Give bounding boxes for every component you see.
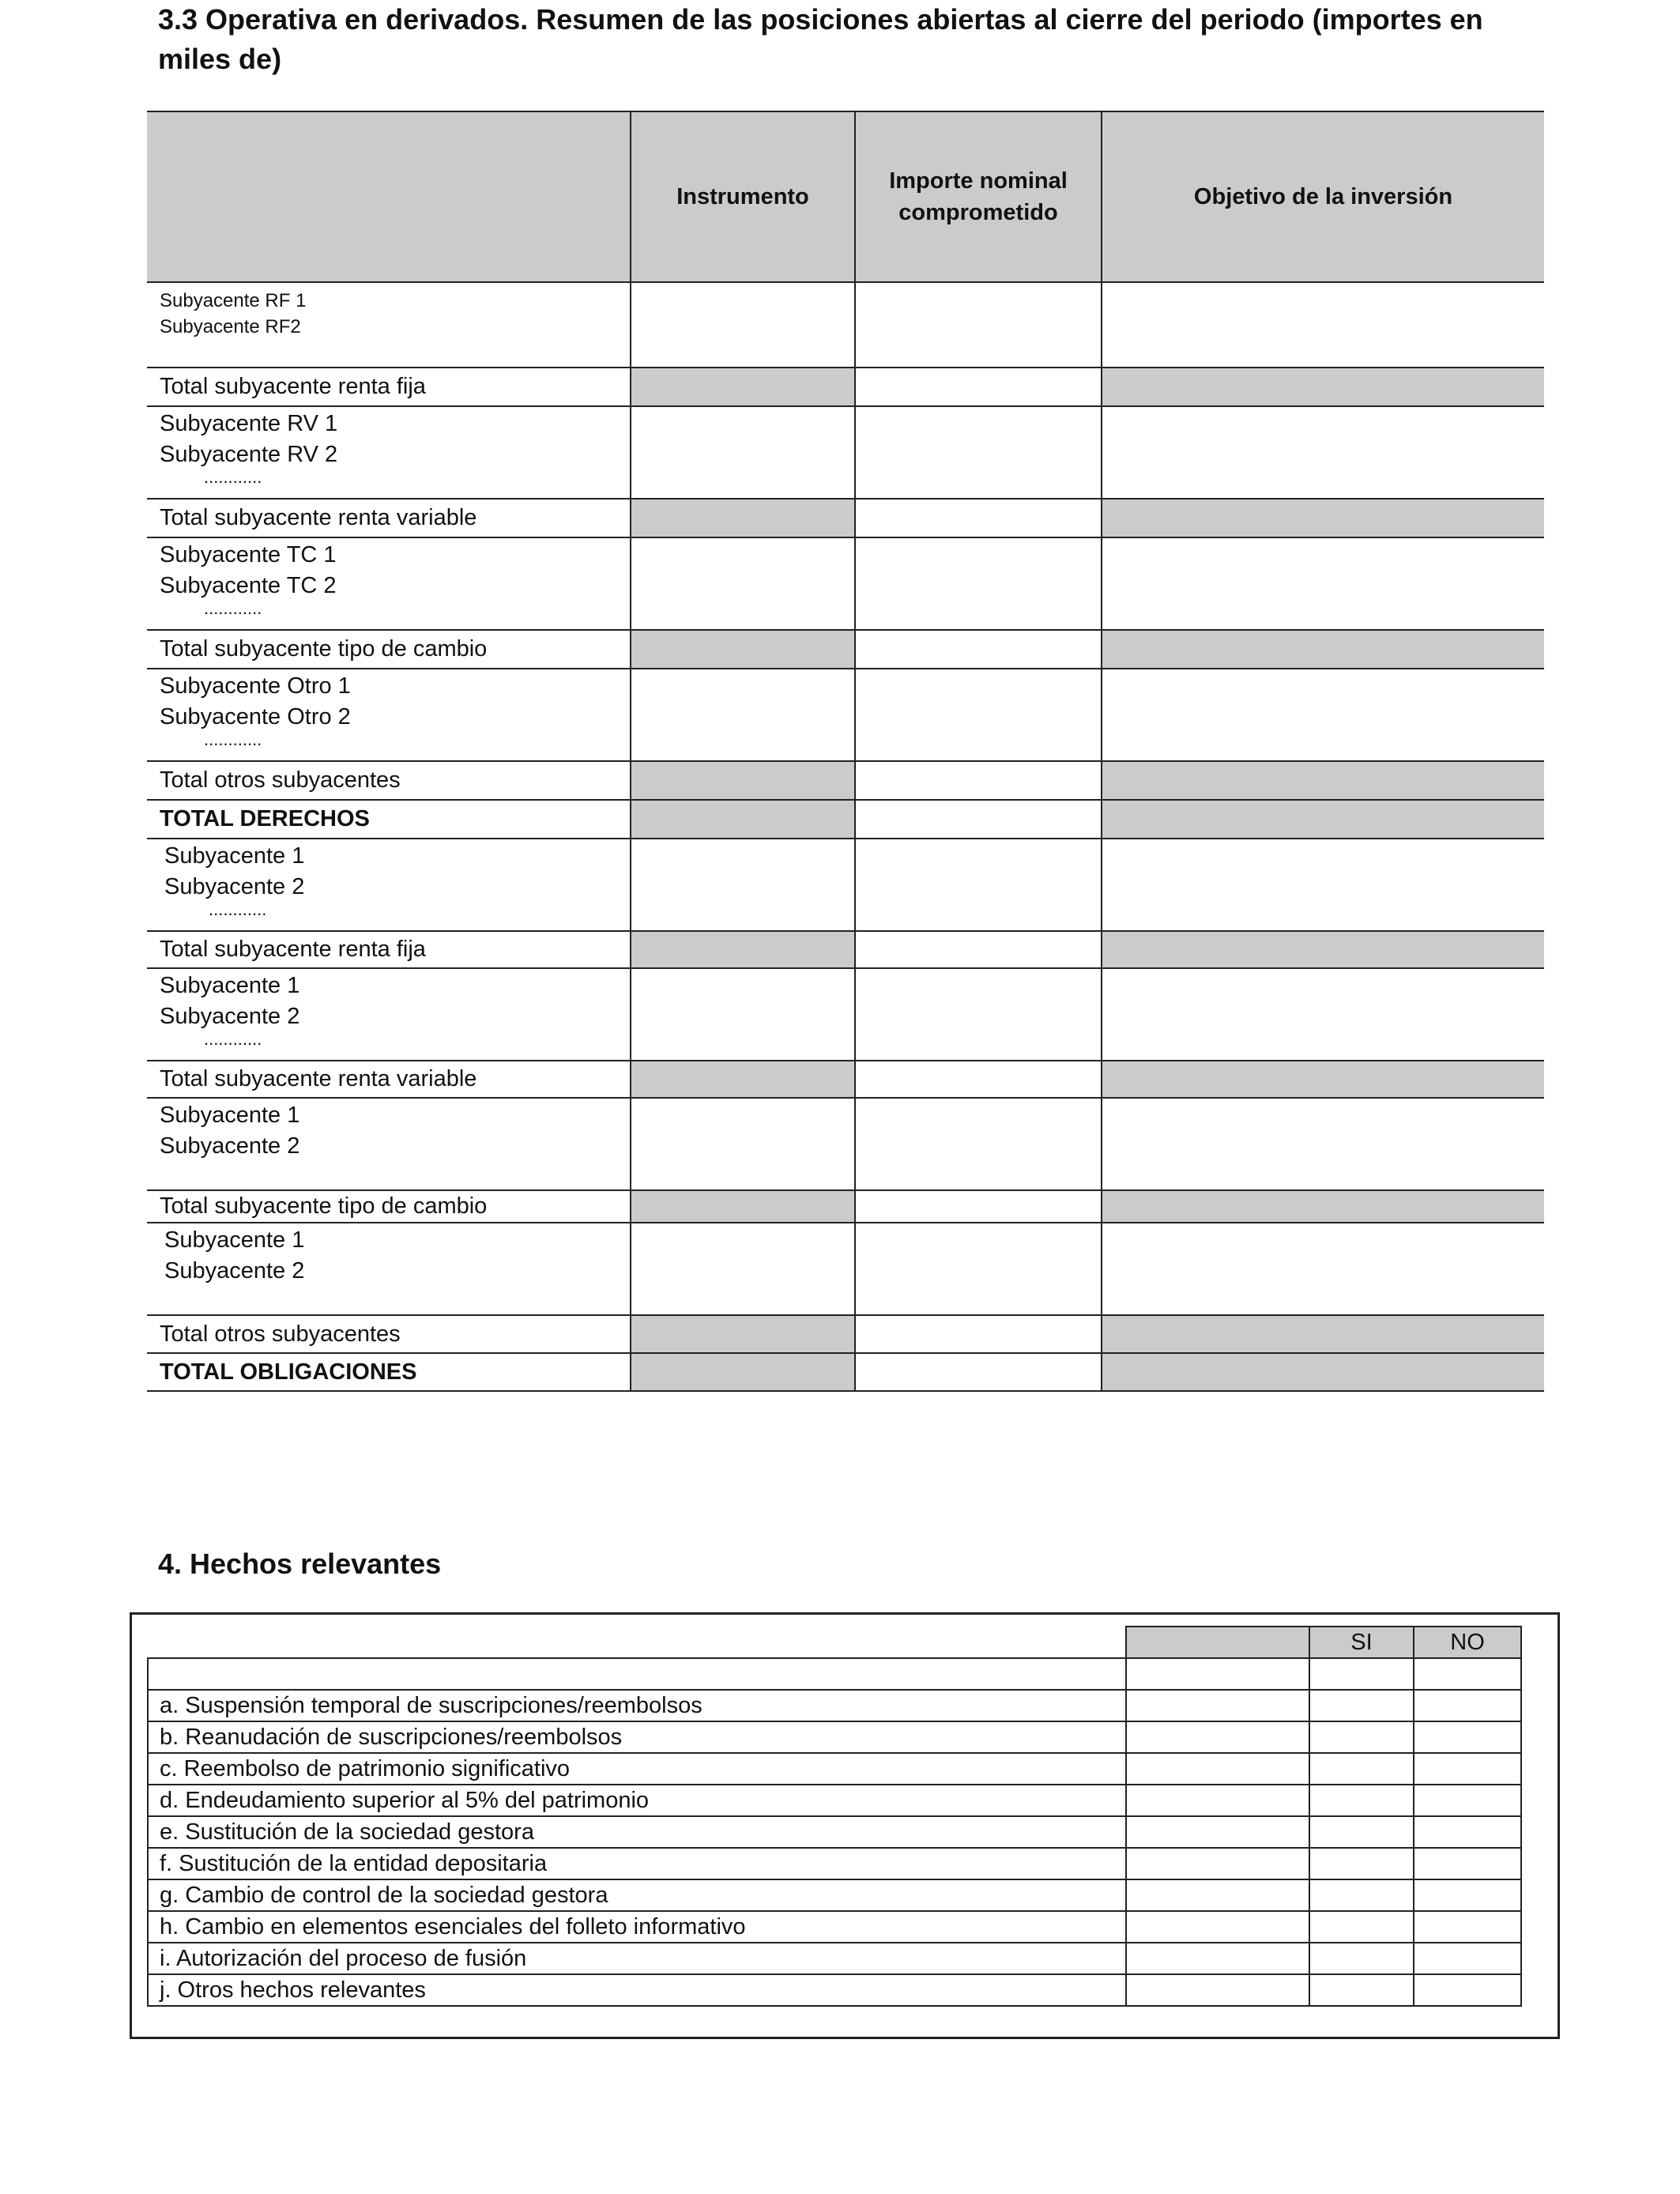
hecho-label: c. Reembolso de patrimonio significativo xyxy=(148,1753,1126,1785)
cell-si[interactable] xyxy=(1309,1879,1414,1911)
subyacente-rv1-label: Subyacente RV 1 xyxy=(160,411,338,436)
cell-importe[interactable] xyxy=(855,406,1102,499)
cell-si[interactable] xyxy=(1309,1943,1414,1974)
table-row xyxy=(148,1974,1521,2006)
cell-objetivo[interactable] xyxy=(1102,839,1544,931)
cell-si[interactable] xyxy=(1309,1848,1414,1879)
cell-objetivo xyxy=(1102,368,1544,406)
table-row xyxy=(148,1879,1521,1911)
total-renta-fija-label: Total subyacente renta fija xyxy=(147,368,631,406)
subyacente-2-label: Subyacente 2 xyxy=(164,874,305,899)
cell-objetivo xyxy=(1102,1353,1544,1391)
table-row xyxy=(148,1658,1521,1690)
cell-no[interactable] xyxy=(1414,1753,1521,1785)
cell-instrumento xyxy=(631,499,855,537)
header-si: SI xyxy=(1309,1627,1414,1658)
cell-objetivo[interactable] xyxy=(1102,1223,1544,1315)
cell-objetivo xyxy=(1102,630,1544,669)
table-row xyxy=(148,1753,1521,1785)
cell-importe[interactable] xyxy=(855,931,1102,968)
table-row xyxy=(147,1190,1544,1223)
row-label xyxy=(147,839,631,931)
cell-no[interactable] xyxy=(1414,1816,1521,1848)
total-derechos-label: TOTAL DERECHOS xyxy=(147,800,631,839)
cell-instrumento xyxy=(631,368,855,406)
cell-instrumento xyxy=(631,761,855,800)
cell-instrumento[interactable] xyxy=(631,406,855,499)
cell-objetivo xyxy=(1102,1061,1544,1098)
table-row xyxy=(148,1690,1521,1721)
cell-blank xyxy=(1126,1721,1309,1753)
total-tipo-cambio-label: Total subyacente tipo de cambio xyxy=(147,1190,631,1223)
total-renta-variable-label: Total subyacente renta variable xyxy=(147,1061,631,1098)
continuation-dots: ............ xyxy=(204,598,262,618)
table-row xyxy=(147,1061,1544,1098)
cell-no[interactable] xyxy=(1414,1785,1521,1816)
hecho-label: j. Otros hechos relevantes xyxy=(148,1974,1126,2006)
cell-importe[interactable] xyxy=(855,1098,1102,1190)
cell-blank xyxy=(1126,1690,1309,1721)
cell-instrumento xyxy=(631,931,855,968)
subyacente-2-label: Subyacente 2 xyxy=(160,1133,300,1159)
cell-instrumento[interactable] xyxy=(631,1223,855,1315)
continuation-dots: ............ xyxy=(204,1029,262,1049)
header-blank xyxy=(147,111,631,282)
cell-importe[interactable] xyxy=(855,761,1102,800)
subyacente-otro2-label: Subyacente Otro 2 xyxy=(160,704,351,729)
total-otros-label: Total otros subyacentes xyxy=(147,761,631,800)
cell-importe[interactable] xyxy=(855,1190,1102,1223)
subyacente-1-label: Subyacente 1 xyxy=(160,973,300,998)
subyacente-2-label: Subyacente 2 xyxy=(164,1258,305,1284)
continuation-dots: ............ xyxy=(204,729,262,749)
total-renta-fija-label: Total subyacente renta fija xyxy=(147,931,631,968)
section-3-3-title: 3.3 Operativa en derivados. Resumen de las posiciones abiertas al cierre del periodo (importes en miles de) xyxy=(158,3,1483,75)
cell-instrumento[interactable] xyxy=(631,839,855,931)
cell-instrumento[interactable] xyxy=(631,1098,855,1190)
hecho-label: e. Sustitución de la sociedad gestora xyxy=(148,1816,1126,1848)
table-row xyxy=(147,1098,1544,1190)
cell-objetivo[interactable] xyxy=(1102,968,1544,1061)
cell-instrumento[interactable] xyxy=(631,537,855,630)
section-4-title: 4. Hechos relevantes xyxy=(158,1547,442,1580)
hechos-relevantes-table xyxy=(147,1626,1522,2007)
cell-blank xyxy=(1126,1658,1309,1690)
cell-blank xyxy=(1126,1816,1309,1848)
subyacente-1-label: Subyacente 1 xyxy=(160,1103,300,1128)
cell-objetivo xyxy=(1102,800,1544,839)
cell-si[interactable] xyxy=(1309,1753,1414,1785)
cell-objetivo[interactable] xyxy=(1102,669,1544,761)
table-row xyxy=(147,931,1544,968)
cell-instrumento xyxy=(631,1061,855,1098)
cell-instrumento xyxy=(631,800,855,839)
header-no: NO xyxy=(1414,1627,1521,1658)
cell-importe[interactable] xyxy=(855,839,1102,931)
hecho-label: i. Autorización del proceso de fusión xyxy=(148,1943,1126,1974)
cell-instrumento xyxy=(631,630,855,669)
cell-blank xyxy=(1126,1974,1309,2006)
cell-no[interactable] xyxy=(1414,1879,1521,1911)
cell-si[interactable] xyxy=(1309,1785,1414,1816)
cell-blank xyxy=(1126,1879,1309,1911)
cell-blank xyxy=(1126,1848,1309,1879)
cell-instrumento xyxy=(631,1315,855,1353)
table-row xyxy=(147,1223,1544,1315)
table-row xyxy=(148,1816,1521,1848)
cell-instrumento[interactable] xyxy=(631,282,855,368)
subyacente-tc1-label: Subyacente TC 1 xyxy=(160,542,337,567)
subyacente-rv2-label: Subyacente RV 2 xyxy=(160,442,338,467)
table-row xyxy=(147,406,1544,499)
subyacente-otro1-label: Subyacente Otro 1 xyxy=(160,673,351,699)
subyacente-tc2-label: Subyacente TC 2 xyxy=(160,573,337,598)
hecho-label: a. Suspensión temporal de suscripciones/reembolsos xyxy=(148,1690,1126,1721)
cell-blank xyxy=(1126,1911,1309,1943)
cell-instrumento[interactable] xyxy=(631,669,855,761)
cell-si[interactable] xyxy=(1309,1690,1414,1721)
cell-importe[interactable] xyxy=(855,669,1102,761)
hecho-label: d. Endeudamiento superior al 5% del patrimonio xyxy=(148,1785,1126,1816)
cell-si[interactable] xyxy=(1309,1816,1414,1848)
subyacente-1-label: Subyacente 1 xyxy=(164,843,305,869)
row-label xyxy=(147,537,631,630)
header-shaded-blank xyxy=(1126,1627,1309,1658)
total-otros-label: Total otros subyacentes xyxy=(147,1315,631,1353)
hecho-label: g. Cambio de control de la sociedad gestora xyxy=(148,1879,1126,1911)
table-row xyxy=(147,968,1544,1061)
cell-no[interactable] xyxy=(1414,1911,1521,1943)
cell-importe[interactable] xyxy=(855,1061,1102,1098)
header-instrumento: Instrumento xyxy=(631,111,855,282)
cell-blank xyxy=(1126,1943,1309,1974)
cell-si[interactable] xyxy=(1309,1658,1414,1690)
table-row xyxy=(147,839,1544,931)
table-row xyxy=(147,537,1544,630)
cell-objetivo xyxy=(1102,1315,1544,1353)
cell-importe[interactable] xyxy=(855,968,1102,1061)
total-tipo-cambio-label: Total subyacente tipo de cambio xyxy=(147,630,631,669)
table-row xyxy=(148,1721,1521,1753)
cell-blank xyxy=(1126,1753,1309,1785)
cell-no[interactable] xyxy=(1414,1974,1521,2006)
row-label xyxy=(147,968,631,1061)
total-obligaciones-label: TOTAL OBLIGACIONES xyxy=(147,1353,631,1391)
cell-importe[interactable] xyxy=(855,630,1102,669)
table-row xyxy=(147,499,1544,537)
table-row xyxy=(147,1315,1544,1353)
cell-importe[interactable] xyxy=(855,499,1102,537)
cell-importe[interactable] xyxy=(855,368,1102,406)
subyacente-rf1-label: Subyacente RF 1 xyxy=(160,290,307,311)
cell-no[interactable] xyxy=(1414,1658,1521,1690)
cell-objetivo[interactable] xyxy=(1102,537,1544,630)
total-renta-variable-label: Total subyacente renta variable xyxy=(147,499,631,537)
row-label xyxy=(147,669,631,761)
cell-no[interactable] xyxy=(1414,1721,1521,1753)
table-row xyxy=(147,282,1544,368)
subyacente-1-label: Subyacente 1 xyxy=(164,1227,305,1253)
cell-importe[interactable] xyxy=(855,1315,1102,1353)
table-row xyxy=(148,1943,1521,1974)
cell-importe[interactable] xyxy=(855,537,1102,630)
hecho-label: h. Cambio en elementos esenciales del folleto informativo xyxy=(148,1911,1126,1943)
table-row xyxy=(147,800,1544,839)
cell-si[interactable] xyxy=(1309,1911,1414,1943)
table-row xyxy=(147,761,1544,800)
row-label xyxy=(147,1223,631,1315)
cell-instrumento xyxy=(631,1353,855,1391)
table-row xyxy=(147,1353,1544,1391)
hecho-label: f. Sustitución de la entidad depositaria xyxy=(148,1848,1126,1879)
table-row xyxy=(148,1848,1521,1879)
cell-objetivo[interactable] xyxy=(1102,406,1544,499)
cell-si[interactable] xyxy=(1309,1721,1414,1753)
cell-objetivo xyxy=(1102,499,1544,537)
cell-no[interactable] xyxy=(1414,1690,1521,1721)
cell-importe[interactable] xyxy=(855,1223,1102,1315)
row-label xyxy=(147,282,631,368)
header-spacer xyxy=(148,1627,1126,1658)
table-row xyxy=(148,1911,1521,1943)
derivatives-table xyxy=(147,111,1544,1392)
cell-objetivo xyxy=(1102,1190,1544,1223)
cell-blank xyxy=(1126,1785,1309,1816)
subyacente-2-label: Subyacente 2 xyxy=(160,1004,300,1029)
cell-si[interactable] xyxy=(1309,1974,1414,2006)
continuation-dots: ............ xyxy=(209,899,267,919)
cell-importe[interactable] xyxy=(855,282,1102,368)
cell-objetivo[interactable] xyxy=(1102,282,1544,368)
table-row xyxy=(147,669,1544,761)
header-objetivo: Objetivo de la inversión xyxy=(1102,111,1544,282)
cell-no[interactable] xyxy=(1414,1943,1521,1974)
header-importe-nominal: Importe nominal comprometido xyxy=(855,111,1102,282)
cell-no[interactable] xyxy=(1414,1848,1521,1879)
cell-importe[interactable] xyxy=(855,1353,1102,1391)
table-row xyxy=(148,1785,1521,1816)
row-label xyxy=(147,1098,631,1190)
cell-objetivo xyxy=(1102,931,1544,968)
cell-instrumento[interactable] xyxy=(631,968,855,1061)
cell-importe[interactable] xyxy=(855,800,1102,839)
cell-objetivo xyxy=(1102,761,1544,800)
continuation-dots: ............ xyxy=(204,467,262,487)
cell-instrumento xyxy=(631,1190,855,1223)
subyacente-rf2-label: Subyacente RF2 xyxy=(160,316,301,337)
table-row xyxy=(147,368,1544,406)
blank-label-cell xyxy=(148,1658,1126,1690)
hecho-label: b. Reanudación de suscripciones/reembolsos xyxy=(148,1721,1126,1753)
cell-objetivo[interactable] xyxy=(1102,1098,1544,1190)
table-row xyxy=(147,630,1544,669)
row-label xyxy=(147,406,631,499)
